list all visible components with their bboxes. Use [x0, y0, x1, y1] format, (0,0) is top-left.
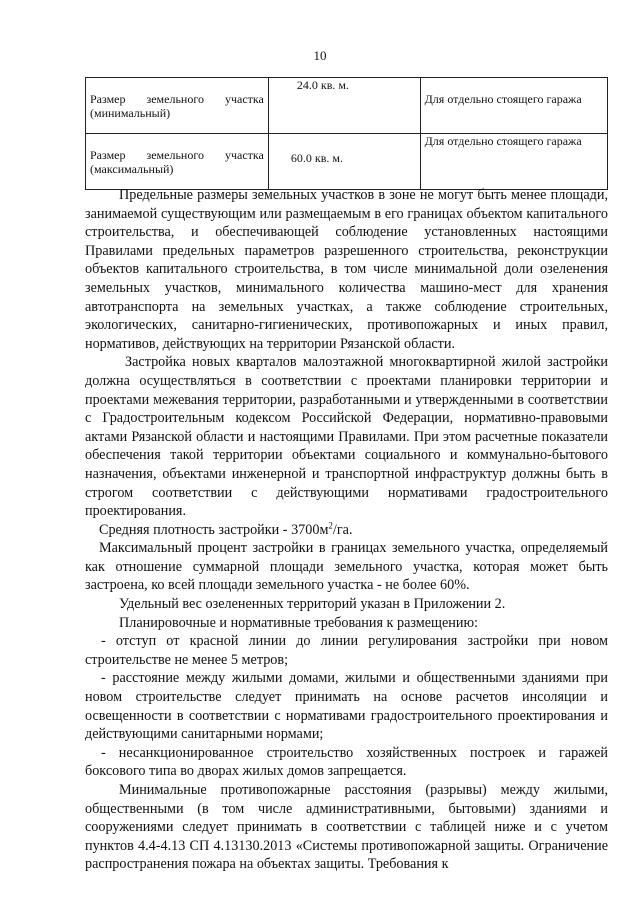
body-text: [85, 186, 608, 874]
note-text: Для отдельно стоящего гаража: [424, 92, 582, 106]
paragraph-new-quarters: Застройка новых кварталов малоэтажной многоквартирной жилой застройки должна осуществляться в соответствии с проектами планировки территории и проектами межевания территории, разработанными и утвержденными в соответствии с Градостроительным кодексом Российской Федерации, нормативно-правовыми актами Рязанской области и настоящими Правилами. При этом расчетные показатели обеспечения такой территории объектами социального и коммунально-бытового назначения, объектами инженерной и транспортной инфраструктур должны быть в строгом соответствии с действующими нормативами градостроительного проектирования.: [85, 354, 608, 520]
paragraph-greenery-share: Удельный вес озелененных территорий указан в Приложении 2.: [119, 596, 506, 613]
note-text: Для отдельно стоящего гаража: [424, 134, 582, 148]
page-number: 10: [313, 48, 327, 63]
list-item-red-line-setback: - отступ от красной линии до линии регулирования застройки при новом строительстве не менее 5 метров;: [85, 633, 608, 668]
paragraph-fire-distances: Минимальные противопожарные расстояния (разрывы) между жилыми, общественными (в том числе административными, бытовыми) зданиями и сооружениями следует принимать в соответствии с таблицей ниже и с учетом пунктов 4.4-4.13 СП 4.13130.2013 «Системы противопожарной защиты. Ограничение распространения пожара на объектах защиты. Требования к: [85, 782, 608, 873]
parameter-name-cell: Размер земельного участка (минимальный): [86, 78, 269, 134]
parameter-name-cell: Размер земельного участка (максимальный): [86, 134, 269, 190]
density-sup: 2: [328, 519, 333, 530]
parameter-note-cell: [420, 134, 607, 190]
parameters-table: [85, 77, 608, 190]
table-row: [86, 134, 608, 190]
table-row: [86, 78, 608, 134]
parameter-value-cell: 24.0 кв. м.: [268, 78, 420, 134]
paragraph-max-coverage: Максимальный процент застройки в границах земельного участка, определяемый как отношение суммарной площади земельного участка, которая может быть застроена, ко всей площади земельного участка - не более 60%.: [85, 540, 608, 594]
parameter-value-cell: 60.0 кв. м.: [268, 134, 420, 190]
paragraph-density: [85, 521, 608, 540]
density-suffix: /га.: [332, 521, 353, 538]
list-item-building-distance: - расстояние между жилыми домами, жилыми и общественными зданиями при новом строительстве следует принимать на основе расчетов инсоляции и освещенности в соответствии с нормативами градостроительного проектирования и действующими санитарными нормами;: [85, 670, 608, 743]
list-item-unauthorized-construction: - несанкционированное строительство хозяйственных построек и гаражей боксового типа во дворах жилых домов запрещается.: [85, 744, 608, 780]
parameter-note-cell: [420, 78, 607, 134]
density-prefix: Средняя плотность застройки - 3700м: [99, 521, 329, 538]
paragraph-plot-size-limits: Предельные размеры земельных участков в зоне не могут быть менее площади, занимаемой существующим или размещаемым в его границах объектом капитального строительства, и обеспечивающей соблюдение установленных настоящими Правилами предельных параметров разрешенного строительства, реконструкции объектов капитального строительства, в том числе минимальной доли озеленения земельных участков, минимального количества машино-мест для хранения автотранспорта на земельных участках, а также соблюдение строительных, экологических, санитарно-гигиенических, противопожарных и иных правил, нормативов, действующих на территории Рязанской области.: [85, 187, 608, 352]
paragraph-requirements-heading: Планировочные и нормативные требования к размещению:: [119, 614, 479, 631]
